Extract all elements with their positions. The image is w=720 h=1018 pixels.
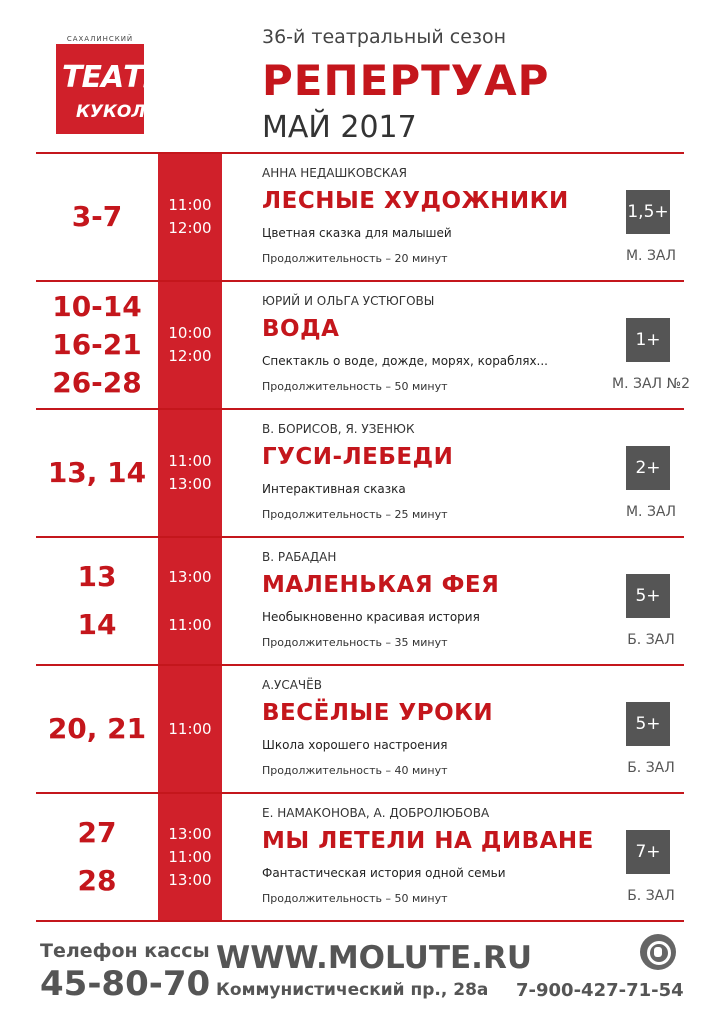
phone-label: Телефон кассы <box>40 940 210 962</box>
show-row <box>36 152 684 280</box>
show-time: 13:00 <box>168 824 212 843</box>
show-author: В. БОРИСОВ, Я. УЗЕНЮК <box>262 422 415 436</box>
show-author: ЮРИЙ И ОЛЬГА УСТЮГОВЫ <box>262 294 435 308</box>
show-times <box>158 154 222 280</box>
show-date: 27 <box>77 816 117 849</box>
show-author: Е. НАМАКОНОВА, А. ДОБРОЛЮБОВА <box>262 806 490 820</box>
show-description: Необыкновенно красивая история <box>262 610 480 624</box>
show-title: ЛЕСНЫЕ ХУДОЖНИКИ <box>262 188 569 214</box>
hall-label: Б. ЗАЛ <box>627 888 675 904</box>
show-author: А.УСАЧЁВ <box>262 678 322 692</box>
show-title: ГУСИ-ЛЕБЕДИ <box>262 444 454 470</box>
age-rating-badge: 7+ <box>626 830 670 874</box>
hall-label: М. ЗАЛ №2 <box>612 376 690 392</box>
hall-label: Б. ЗАЛ <box>627 632 675 648</box>
hall-label: М. ЗАЛ <box>625 248 677 264</box>
show-time: 12:00 <box>168 219 212 237</box>
age-rating-badge: 1,5+ <box>626 190 670 234</box>
website-link[interactable]: WWW.MOLUTE.RU <box>216 940 532 976</box>
show-time: 11:00 <box>168 452 212 470</box>
show-author: АННА НЕДАШКОВСКАЯ <box>262 166 407 180</box>
show-title: ВЕСЁЛЫЕ УРОКИ <box>262 700 494 726</box>
age-rating-badge: 5+ <box>626 574 670 618</box>
show-info <box>262 282 582 408</box>
show-times <box>158 410 222 536</box>
show-time: 11:00 <box>168 616 212 634</box>
show-info <box>262 666 582 792</box>
show-row <box>36 664 684 792</box>
logo-small-text: САХАЛИНСКИЙ <box>66 35 134 43</box>
show-times <box>158 282 222 408</box>
show-duration: Продолжительность – 50 минут <box>262 892 448 905</box>
show-author: В. РАБАДАН <box>262 550 337 564</box>
show-dates <box>36 538 158 664</box>
show-dates <box>36 154 158 280</box>
repertoire-table <box>36 152 690 922</box>
show-duration: Продолжительность – 25 минут <box>262 508 448 521</box>
show-duration: Продолжительность – 40 минут <box>262 764 448 777</box>
show-date: 28 <box>77 864 117 897</box>
show-dates <box>36 410 158 536</box>
show-dates <box>36 666 158 792</box>
show-time: 11:00 <box>168 847 212 866</box>
logo-sub-text: КУКОЛ <box>76 102 146 122</box>
mobile-number: 7-900-427-71-54 <box>516 980 684 1001</box>
show-dates <box>36 794 158 920</box>
show-dates <box>36 282 158 408</box>
show-info <box>262 410 582 536</box>
show-date: 13, 14 <box>47 456 147 489</box>
address: Коммунистический пр., 28а <box>216 980 489 1000</box>
show-date: 3-7 <box>71 200 123 233</box>
show-date: 20, 21 <box>47 712 147 745</box>
logo-main-text: ТЕАТР <box>62 60 164 95</box>
show-date: 10-14 <box>52 290 142 323</box>
show-date: 26-28 <box>52 366 142 399</box>
show-row <box>36 792 684 922</box>
age-rating-badge: 5+ <box>626 702 670 746</box>
show-description: Спектакль о воде, дожде, морях, кораблях... <box>262 354 548 368</box>
page-title: РЕПЕРТУАР <box>262 56 550 105</box>
show-description: Фантастическая история одной семьи <box>262 866 506 880</box>
show-time: 12:00 <box>168 347 212 365</box>
show-title: МЫ ЛЕТЕЛИ НА ДИВАНЕ <box>262 828 594 854</box>
age-rating-badge: 2+ <box>626 446 670 490</box>
show-info <box>262 154 582 280</box>
show-row <box>36 536 684 664</box>
show-row <box>36 280 690 408</box>
show-duration: Продолжительность – 20 минут <box>262 252 448 265</box>
show-date: 14 <box>77 608 117 641</box>
phone-number: 45-80-70 <box>40 964 211 1004</box>
show-info <box>262 794 594 920</box>
show-title: ВОДА <box>262 316 340 342</box>
show-time: 11:00 <box>168 196 212 214</box>
show-description: Интерактивная сказка <box>262 482 406 496</box>
show-time: 13:00 <box>168 475 212 493</box>
hall-label: М. ЗАЛ <box>625 504 677 520</box>
theatre-logo <box>56 35 164 134</box>
show-date: 13 <box>77 560 117 593</box>
show-time: 13:00 <box>168 568 212 586</box>
show-time: 13:00 <box>168 870 212 889</box>
show-date: 16-21 <box>52 328 142 361</box>
show-title: МАЛЕНЬКАЯ ФЕЯ <box>262 572 500 598</box>
month-label: МАЙ 2017 <box>262 110 417 145</box>
show-times <box>158 794 222 920</box>
show-time: 11:00 <box>168 719 212 738</box>
show-row <box>36 408 684 536</box>
age-rating-badge: 1+ <box>626 318 670 362</box>
show-times <box>158 538 222 664</box>
show-description: Цветная сказка для малышей <box>262 226 452 240</box>
show-info <box>262 538 582 664</box>
whatsapp-icon <box>640 934 676 970</box>
season-label: 36-й театральный сезон <box>262 26 507 48</box>
show-description: Школа хорошего настроения <box>262 738 448 752</box>
show-times <box>158 666 222 792</box>
hall-label: Б. ЗАЛ <box>627 760 675 776</box>
show-duration: Продолжительность – 50 минут <box>262 380 448 393</box>
show-time: 10:00 <box>168 324 212 342</box>
show-duration: Продолжительность – 35 минут <box>262 636 448 649</box>
